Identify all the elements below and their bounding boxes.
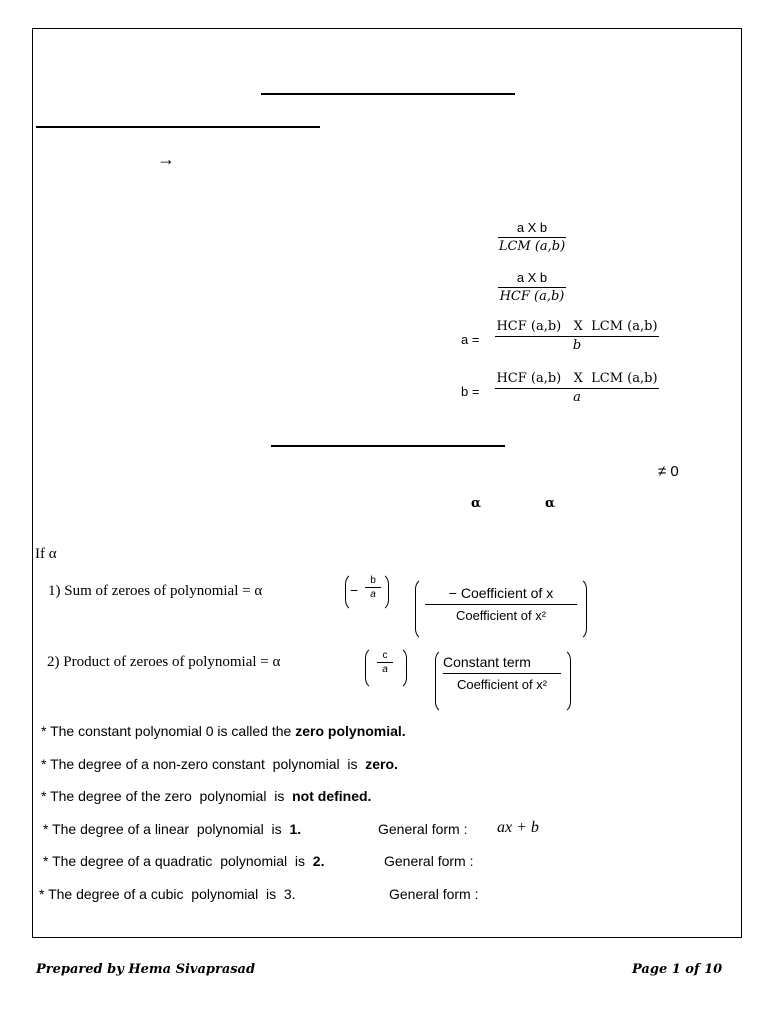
hcf-denominator: HCF (a,b) <box>499 289 565 304</box>
note-quadratic-degree <box>43 853 324 869</box>
quadratic-general-form-label: General form : <box>384 853 474 869</box>
page-frame <box>32 28 742 938</box>
product-of-zeroes-label: 2) Product of zeroes of polynomial = α <box>47 654 281 670</box>
footer-page-number: Page 1 of 10 <box>632 962 723 977</box>
minus-sign: − <box>350 582 359 598</box>
linear-general-form-label: General form : <box>378 821 468 837</box>
note-zero-polynomial-degree <box>41 788 371 804</box>
a-formula <box>495 318 659 355</box>
a-symbol: a <box>382 664 388 675</box>
a-numerator: HCF (a,b) X LCM (a,b) <box>496 319 658 334</box>
c-symbol: c <box>382 650 388 661</box>
note-emphasis: zero. <box>365 756 398 772</box>
note-nonzero-constant-degree <box>41 756 398 772</box>
coefficient-of-x: − Coefficient of x <box>448 585 554 601</box>
constant-term: Constant term <box>443 654 531 670</box>
minus-b-over-a <box>365 574 381 601</box>
c-over-a <box>377 649 393 676</box>
sum-of-zeroes-label: 1) Sum of zeroes of polynomial = α <box>48 583 263 599</box>
note-text: * The degree of a quadratic polynomial is <box>43 853 313 869</box>
title-underline <box>261 93 515 95</box>
note-zero-polynomial <box>41 723 406 739</box>
product-coefficient-ratio <box>443 651 561 696</box>
alpha-symbol-2: α <box>545 496 556 511</box>
note-emphasis: not defined. <box>292 788 372 804</box>
lcm-formula <box>498 219 566 256</box>
alpha-symbol-1: α <box>471 496 482 511</box>
cubic-general-form-label: General form : <box>389 886 479 902</box>
lcm-numerator: a X b <box>516 220 548 235</box>
b-symbol: b <box>370 575 376 586</box>
section-underline <box>36 126 320 128</box>
if-alpha-label: If α <box>35 546 57 562</box>
note-emphasis: 1. <box>289 821 302 837</box>
a-symbol: a <box>370 589 376 600</box>
lcm-denominator: LCM (a,b) <box>498 239 566 254</box>
note-text: * The degree of a cubic polynomial is 3. <box>39 886 296 902</box>
coefficient-of-x2: Coefficient of x² <box>455 608 547 623</box>
hcf-numerator: a X b <box>516 270 548 285</box>
arrow-icon: → <box>157 149 175 169</box>
footer-author: Prepared by Hema Sivaprasad <box>36 962 256 977</box>
note-cubic-degree <box>39 886 296 902</box>
a-equals-label: a = <box>461 332 480 347</box>
note-text: * The degree of a non-zero constant polynomial is <box>41 756 366 772</box>
note-linear-degree <box>43 821 301 837</box>
note-text: * The constant polynomial 0 is called the <box>41 723 296 739</box>
note-emphasis: zero polynomial. <box>295 723 406 739</box>
sum-coefficient-ratio <box>425 582 577 627</box>
polynomial-heading-underline <box>271 445 505 447</box>
hcf-formula <box>498 269 566 306</box>
b-equals-label: b = <box>461 384 480 399</box>
not-equal-zero: ≠ 0 <box>658 463 679 480</box>
coefficient-of-x2: Coefficient of x² <box>456 677 548 692</box>
note-emphasis: 2. <box>312 853 325 869</box>
note-text: * The degree of the zero polynomial is <box>41 788 293 804</box>
note-text: * The degree of a linear polynomial is <box>43 821 290 837</box>
a-denominator: b <box>572 338 582 353</box>
b-denominator: a <box>573 390 581 405</box>
b-numerator: HCF (a,b) X LCM (a,b) <box>496 371 658 386</box>
linear-general-form-expression: ax + b <box>497 819 539 836</box>
b-formula <box>495 370 659 407</box>
